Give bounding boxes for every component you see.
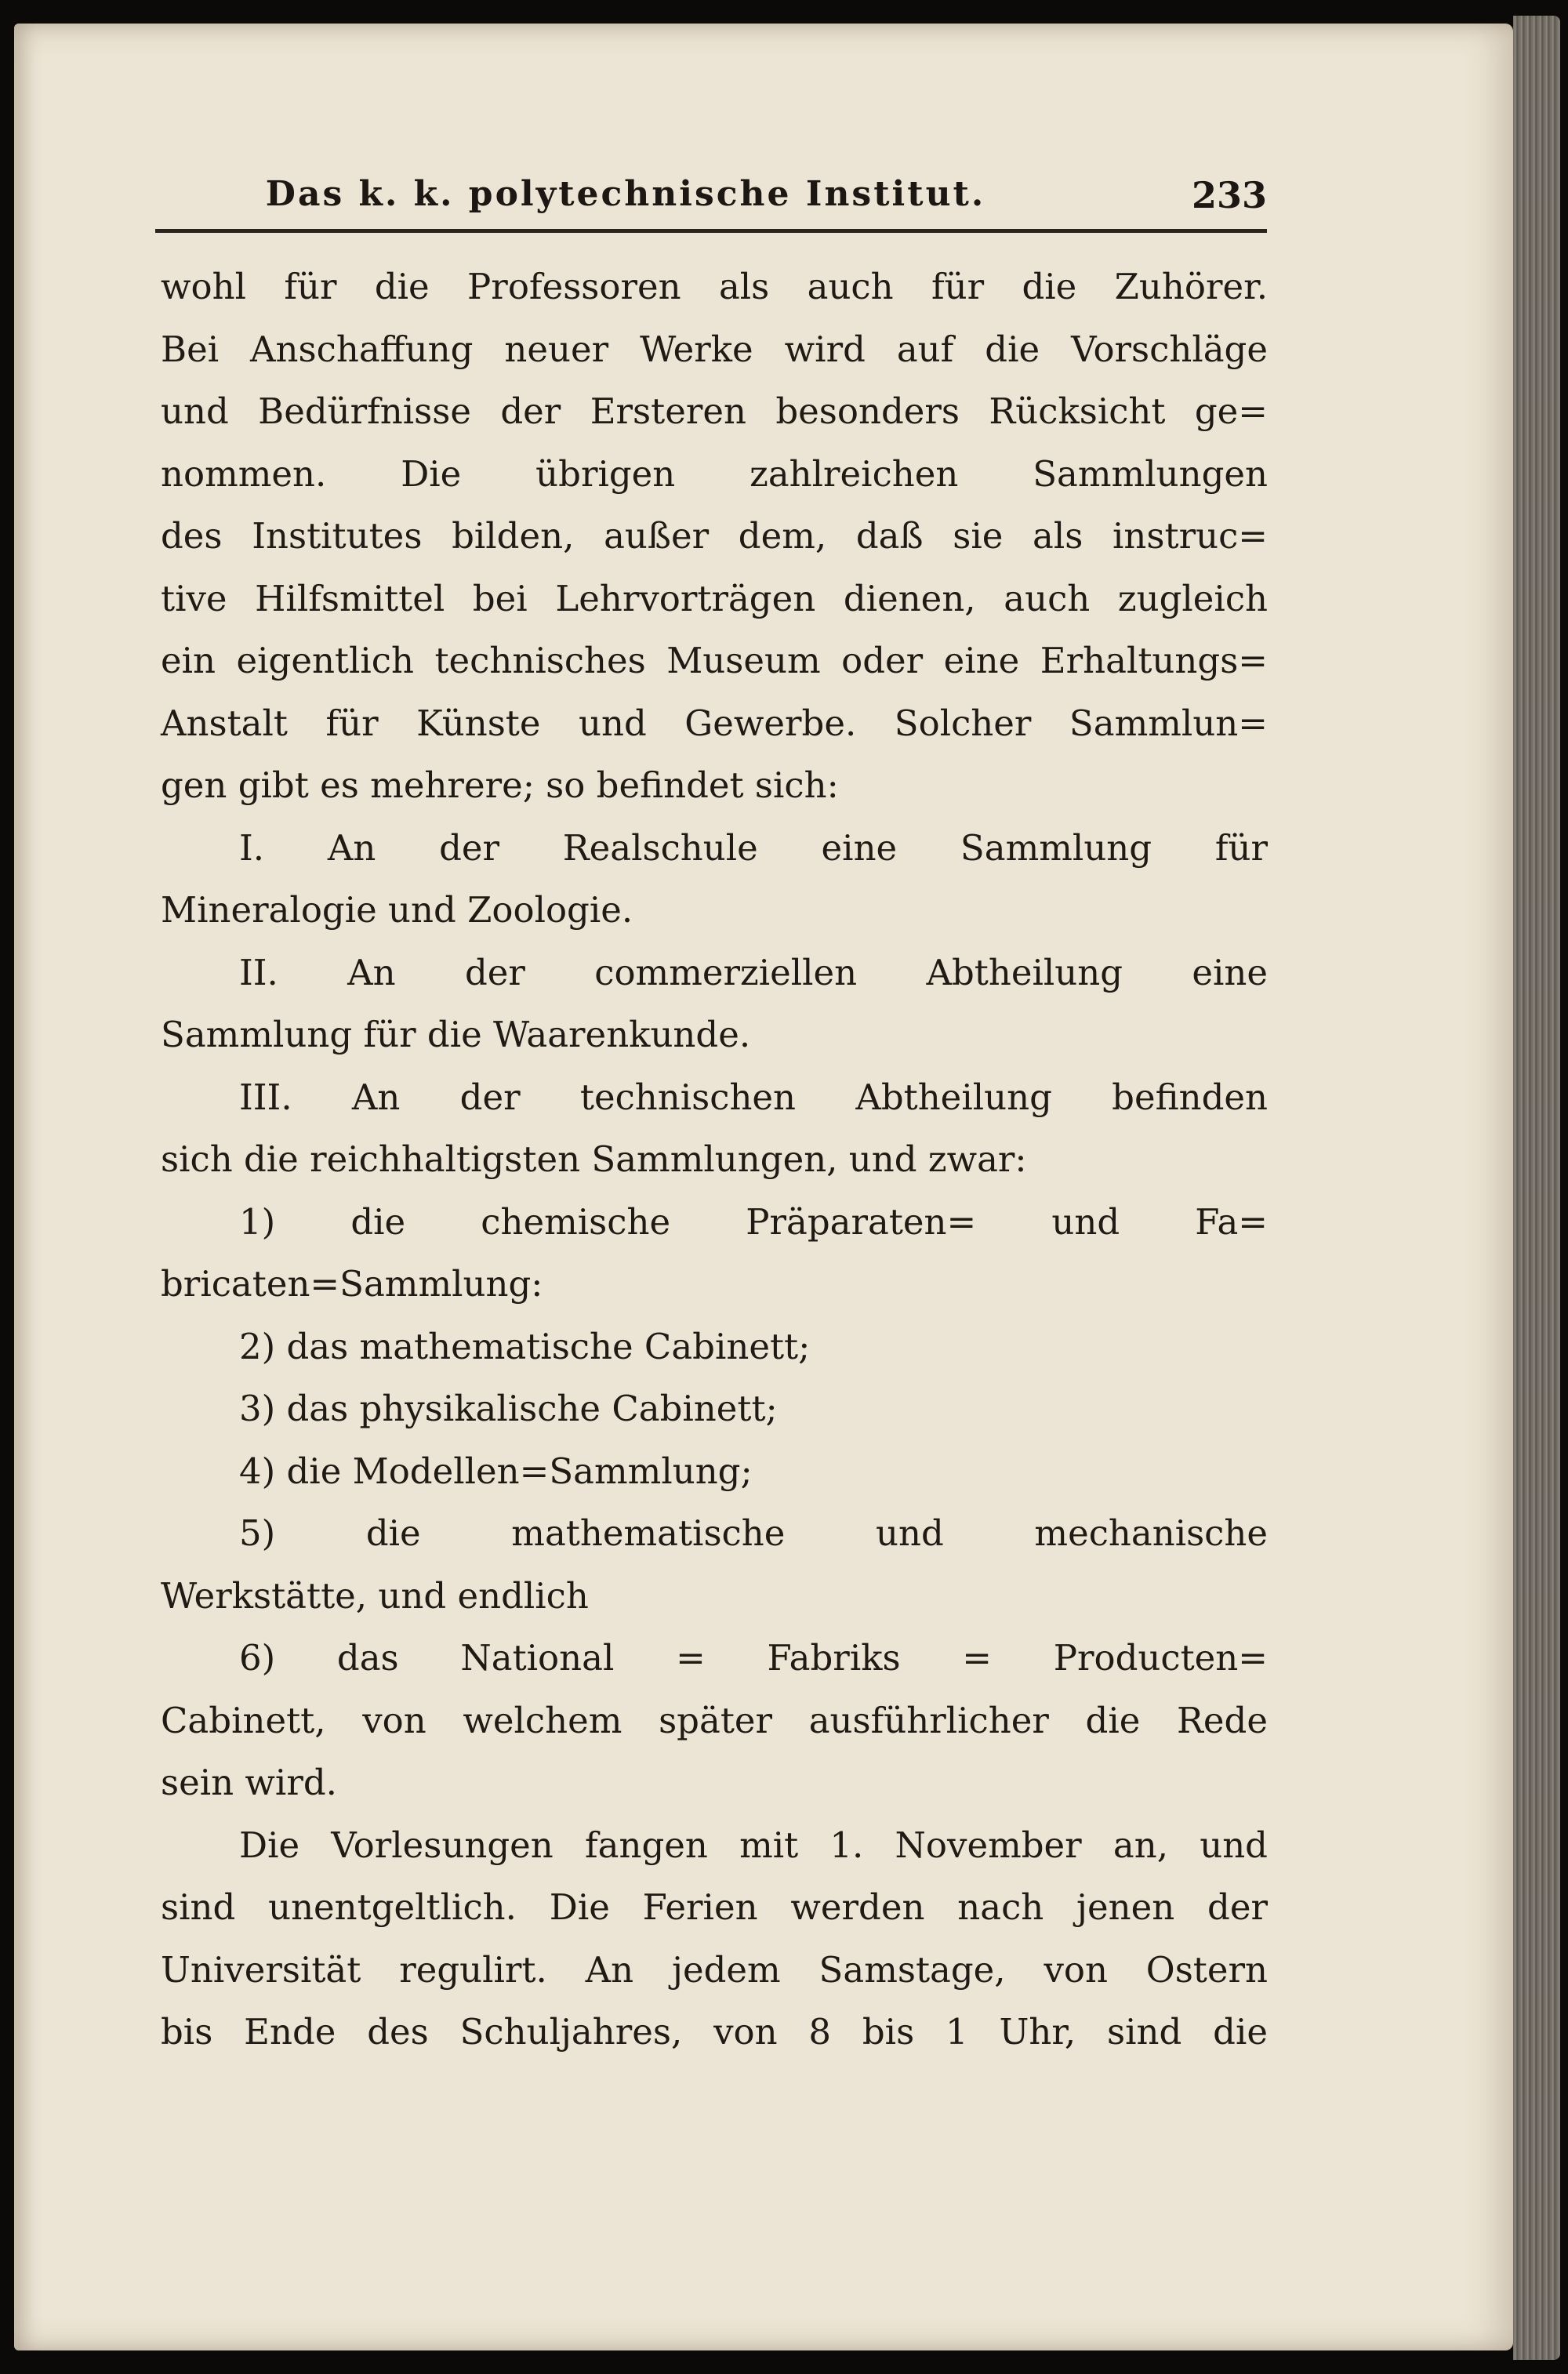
text-line: ein eigentlich technisches Museum oder eine Erhaltungs= [161,640,1268,681]
text-line: 4) die Modellen=Sammlung; [239,1450,753,1492]
text-line: gen gibt es mehrere; so befindet sich: [161,764,839,806]
text-line: 6) das National = Fabriks = Producten= [239,1637,1268,1679]
page-number: 233 [1191,174,1267,216]
page-edges [1513,16,1560,2360]
text-line: III. An der technischen Abtheilung befinden [239,1076,1268,1118]
text-line: bis Ende des Schuljahres, von 8 bis 1 Uhr, sind die [161,2011,1268,2053]
text-line: des Institutes bilden, außer dem, daß sie als instruc= [161,515,1268,557]
text-line: Werkstätte, und endlich [161,1574,589,1617]
body-text [161,256,1268,2064]
text-line: sich die reichhaltigsten Sammlungen, und zwar: [161,1138,1027,1180]
text-line: I. An der Realschule eine Sammlung für [239,826,1268,869]
text-line: Cabinett, von welchem später ausführlicher die Rede [161,1699,1268,1741]
text-line: II. An der commerziellen Abtheilung eine [239,951,1268,993]
text-line: Universität regulirt. An jedem Samstage, von Ostern [161,1948,1268,1991]
text-line: Sammlung für die Waarenkunde. [161,1014,751,1055]
text-line: bricaten=Sammlung: [161,1263,543,1305]
text-line: Anstalt für Künste und Gewerbe. Solcher Sammlun= [161,702,1268,744]
text-line: tive Hilfsmittel bei Lehrvorträgen dienen, auch zugleich [161,577,1268,619]
running-title: Das k. k. polytechnische Institut. [265,174,986,214]
text-line: und Bedürfnisse der Ersteren besonders Rücksicht ge= [161,390,1268,432]
text-line: sind unentgeltlich. Die Ferien werden nach jenen der [161,1886,1268,1928]
page-header [155,174,1267,233]
text-line: nommen. Die übrigen zahlreichen Sammlungen [161,452,1268,495]
text-line: sein wird. [161,1762,337,1803]
text-line: Mineralogie und Zoologie. [161,889,633,931]
text-line: 2) das mathematische Cabinett; [239,1325,811,1367]
text-line: 5) die mathematische und mechanische [239,1512,1268,1554]
text-line: Die Vorlesungen fangen mit 1. November an, und [239,1824,1268,1866]
text-line: 3) das physikalische Cabinett; [239,1388,778,1429]
text-line: Bei Anschaffung neuer Werke wird auf die Vorschläge [161,328,1268,370]
text-line: wohl für die Professoren als auch für die Zuhörer. [161,266,1268,307]
text-line: 1) die chemische Präparaten= und Fa= [239,1200,1268,1243]
